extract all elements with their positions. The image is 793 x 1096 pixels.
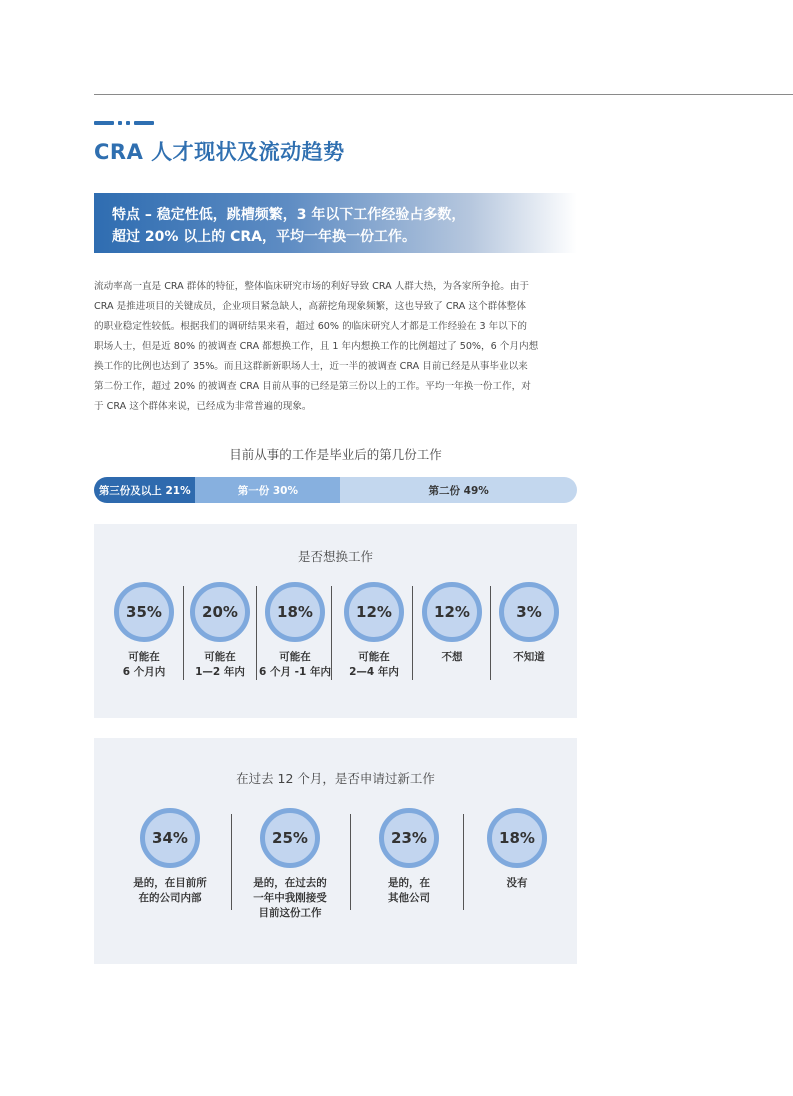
divider [331, 586, 332, 680]
stat-circle: 25% [260, 808, 320, 868]
paragraph-line: 换工作的比例也达到了 35%。而且这群新新职场人士，近一半的被调查 CRA 目前已经是从事毕业以来 [94, 361, 528, 372]
stat-label-line: 6 个月 -1 年内 [259, 666, 331, 678]
stat-label-line: 是的，在目前所 [133, 877, 207, 889]
section-title: CRA 人才现状及流动趋势 [94, 140, 345, 164]
stat-item [490, 582, 568, 665]
paragraph-line: 职场人士，但是近 80% 的被调查 CRA 都想换工作，且 1 年内想换工作的比例超过了 50%，6 个月内想 [94, 341, 539, 352]
paragraph-line: 流动率高一直是 CRA 群体的特征，整体临床研究市场的利好导致 CRA 人群大热，为各家所争抢。由于 [94, 281, 530, 292]
stat-label-line: 可能在 [279, 651, 311, 663]
stat-label-line: 可能在 [358, 651, 390, 663]
stat-label [490, 650, 568, 665]
deco-dot [118, 121, 122, 125]
bar-segment-second: 第二份 49% [340, 477, 577, 503]
stat-item [335, 582, 413, 680]
stat-item [105, 582, 183, 680]
stat-circle: 35% [114, 582, 174, 642]
stat-label-line: 可能在 [128, 651, 160, 663]
stat-circle: 23% [379, 808, 439, 868]
deco-dot [126, 121, 130, 125]
title-decoration [94, 121, 154, 125]
divider [350, 814, 351, 910]
stat-item [181, 582, 259, 680]
stat-item [256, 582, 334, 680]
deco-dash [94, 121, 114, 125]
bar-segment-third-plus: 第三份及以上 21% [94, 477, 195, 503]
stat-circle: 3% [499, 582, 559, 642]
deco-dash [134, 121, 154, 125]
stat-label [335, 650, 413, 680]
stat-label-line: 1—2 年内 [195, 666, 245, 678]
divider [231, 814, 232, 910]
paragraph-line: 于 CRA 这个群体来说，已经成为非常普遍的现象。 [94, 401, 312, 412]
banner-line-2: 超过 20% 以上的 CRA，平均一年换一份工作。 [112, 229, 417, 245]
top-rule [94, 94, 793, 95]
divider [463, 814, 464, 910]
stat-item [121, 808, 219, 906]
stacked-bar [94, 477, 577, 503]
stat-circle: 18% [265, 582, 325, 642]
stat-label [468, 876, 566, 891]
stat-label [181, 650, 259, 680]
stat-label-line: 不知道 [513, 651, 545, 663]
stat-label-line: 一年中我刚接受 [253, 892, 327, 904]
body-paragraph [94, 277, 578, 417]
stat-label [413, 650, 491, 665]
stat-label-line: 目前这份工作 [258, 907, 322, 919]
stat-label-line: 不想 [441, 651, 463, 663]
stat-circle: 34% [140, 808, 200, 868]
applied-new-title: 在过去 12 个月，是否申请过新工作 [236, 771, 435, 786]
stat-label-line: 是的，在 [388, 877, 430, 889]
stat-label-line: 可能在 [204, 651, 236, 663]
highlight-banner [94, 193, 577, 253]
stat-label [105, 650, 183, 680]
stat-item [468, 808, 566, 891]
stat-label-line: 没有 [506, 877, 528, 889]
stat-label-line: 6 个月内 [122, 666, 166, 678]
paragraph-line: 第二份工作，超过 20% 的被调查 CRA 目前从事的已经是第三份以上的工作。平均一年换一份工作，对 [94, 381, 531, 392]
stat-label-line: 在的公司内部 [138, 892, 202, 904]
stat-circle: 12% [422, 582, 482, 642]
stat-label-line: 其他公司 [388, 892, 430, 904]
stat-label [121, 876, 219, 906]
stat-label [241, 876, 339, 921]
bar-segment-first: 第一份 30% [195, 477, 340, 503]
stat-label-line: 2—4 年内 [349, 666, 399, 678]
want-change-title: 是否想换工作 [297, 549, 373, 564]
stat-label [360, 876, 458, 906]
banner-line-1: 特点 – 稳定性低，跳槽频繁，3 年以下工作经验占多数， [112, 207, 466, 223]
stack-chart-title: 目前从事的工作是毕业后的第几份工作 [229, 447, 442, 462]
stat-circle: 12% [344, 582, 404, 642]
stat-circle: 20% [190, 582, 250, 642]
applied-new-panel [94, 738, 577, 964]
paragraph-line: CRA 是推进项目的关键成员，企业项目紧急缺人，高薪挖角现象频繁，这也导致了 CRA 这个群体整体 [94, 301, 526, 312]
stat-circle: 18% [487, 808, 547, 868]
want-change-panel [94, 524, 577, 718]
paragraph-line: 的职业稳定性较低。根据我们的调研结果来看，超过 60% 的临床研究人才都是工作经验在 3 年以下的 [94, 321, 527, 332]
stat-item [360, 808, 458, 906]
stat-label-line: 是的，在过去的 [253, 877, 327, 889]
stat-item [413, 582, 491, 665]
stat-label [256, 650, 334, 680]
stat-item [241, 808, 339, 921]
